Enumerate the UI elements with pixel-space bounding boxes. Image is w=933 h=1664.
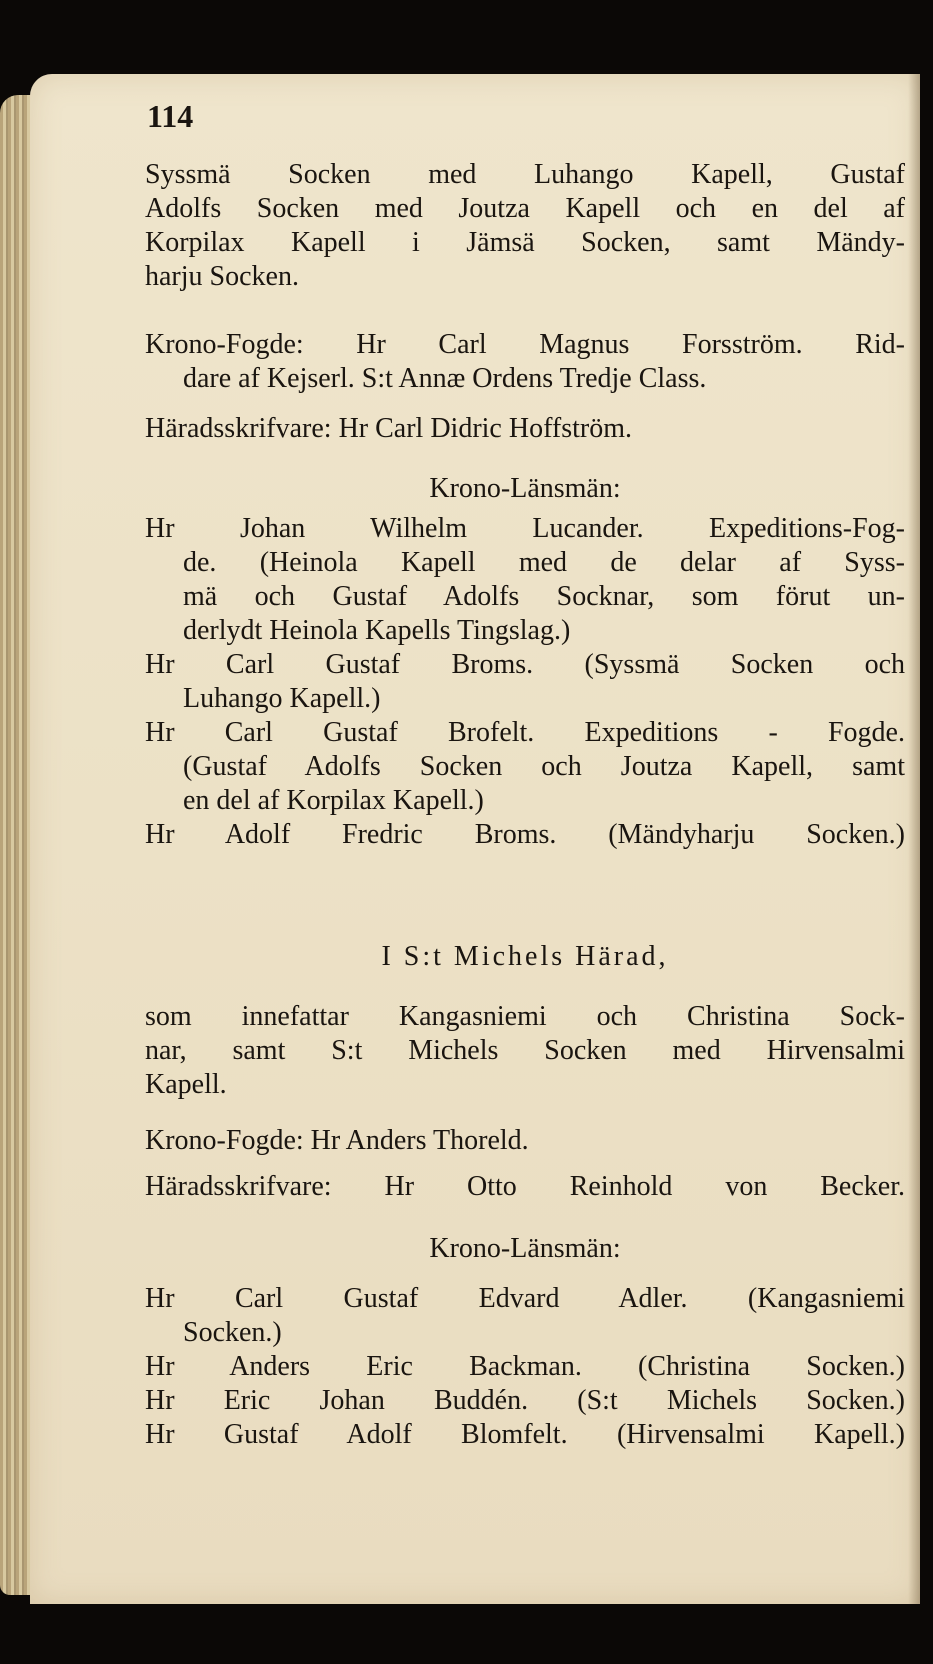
list-item (145, 818, 905, 852)
text-line: dare af Kejserl. S:t Annæ Ordens Tredje Class. (183, 363, 707, 394)
text-line: som innefattar Kangasniemi och Christina Sock- (145, 1001, 905, 1032)
lansman-list (145, 512, 905, 852)
harad-description (145, 1000, 905, 1102)
text-line: de. (Heinola Kapell med de delar af Syss- (183, 547, 905, 578)
list-item (145, 1350, 905, 1384)
text-line: Hr Carl Gustaf Edvard Adler. (Kangasniemi (145, 1283, 905, 1314)
text-line: harju Socken. (145, 261, 299, 292)
text-line: nar, samt S:t Michels Socken med Hirvensalmi (145, 1035, 905, 1066)
text-line: Hr Carl Gustaf Brofelt. Expeditions - Fogde. (145, 717, 905, 748)
list-item (145, 716, 905, 818)
list-item (145, 1282, 905, 1350)
text-line: Korpilax Kapell i Jämsä Socken, samt Mändy- (145, 227, 905, 258)
text-line: Socken.) (183, 1317, 282, 1348)
krono-fogde-entry-2 (145, 1124, 905, 1158)
text-line: derlydt Heinola Kapells Tingslag.) (183, 615, 571, 646)
text-line: Kapell. (145, 1069, 227, 1100)
text-line: Luhango Kapell.) (183, 683, 381, 714)
haradsskrifvare-entry (145, 412, 905, 446)
text-line: Häradsskrifvare: Hr Otto Reinhold von Becker. (145, 1171, 905, 1202)
text-line: Krono-Fogde: Hr Anders Thoreld. (145, 1125, 529, 1156)
heading-text: Krono-Länsmän: (429, 1233, 621, 1264)
section-heading-lansman-2 (145, 1232, 905, 1266)
text-line: Hr Eric Johan Buddén. (S:t Michels Socken.) (145, 1385, 905, 1416)
text-line: en del af Korpilax Kapell.) (183, 785, 484, 816)
list-item (145, 512, 905, 648)
page-number: 114 (147, 98, 194, 134)
list-item (145, 648, 905, 716)
haradsskrifvare-entry-2 (145, 1170, 905, 1204)
text-line: Hr Carl Gustaf Broms. (Syssmä Socken och (145, 649, 905, 680)
krono-fogde-entry (145, 328, 905, 396)
text-line: Hr Johan Wilhelm Lucander. Expeditions-Fog- (145, 513, 905, 544)
text-line: Krono-Fogde: Hr Carl Magnus Forsström. Rid- (145, 329, 905, 360)
section-heading-lansman (145, 472, 905, 506)
heading-text: I S:t Michels Härad, (381, 941, 669, 972)
text-line: Hr Gustaf Adolf Blomfelt. (Hirvensalmi Kapell.) (145, 1419, 905, 1450)
text-line: Hr Anders Eric Backman. (Christina Socken.) (145, 1351, 905, 1382)
list-item (145, 1418, 905, 1452)
text-line: Hr Adolf Fredric Broms. (Mändyharju Socken.) (145, 819, 905, 850)
text-line: Adolfs Socken med Joutza Kapell och en del af (145, 193, 905, 224)
text-line: mä och Gustaf Adolfs Socknar, som förut un- (183, 581, 905, 612)
intro-paragraph (145, 158, 905, 294)
text-line: Häradsskrifvare: Hr Carl Didric Hoffström. (145, 413, 633, 444)
lansman-list-2 (145, 1282, 905, 1452)
text-line: (Gustaf Adolfs Socken och Joutza Kapell, samt (183, 751, 905, 782)
text-line: Syssmä Socken med Luhango Kapell, Gustaf (145, 159, 905, 190)
list-item (145, 1384, 905, 1418)
heading-text: Krono-Länsmän: (429, 473, 621, 504)
section-heading-harad (145, 940, 905, 974)
